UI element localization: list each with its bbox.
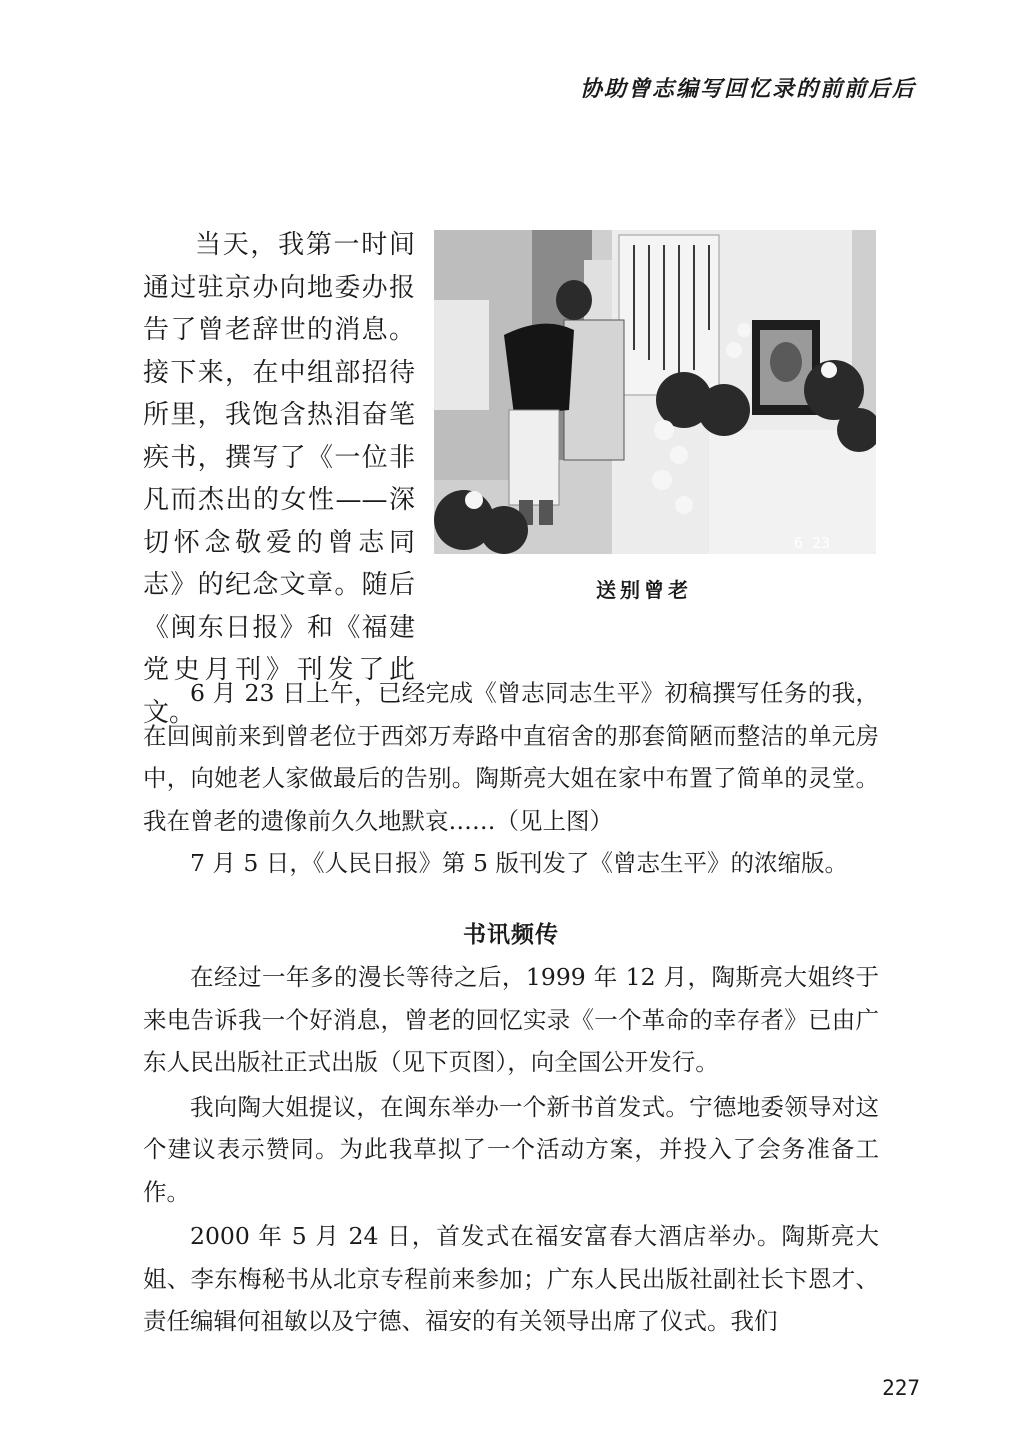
section-paragraph-1: 在经过一年多的漫长等待之后，1999 年 12 月，陶斯亮大姐终于来电告诉我一个好消息，曾老的回忆实录《一个革命的幸存者》已由广东人民出版社正式出版（见下页图），向全国公开发行。 xyxy=(143,963,879,1076)
section-paragraph-3: 2000 年 5 月 24 日，首发式在福安富春大酒店举办。陶斯亮大姐、李东梅秘书从北京专程前来参加；广东人民出版社副社长卞恩才、责任编辑何祖敏以及宁德、福安的有关领导出席了仪式。我们 xyxy=(143,1222,879,1335)
running-head-title: 协助曾志编写回忆录的前前后后 xyxy=(579,76,916,102)
main-text-block xyxy=(143,672,879,885)
photo-date-stamp: 6 23 xyxy=(794,534,831,552)
intro-text-block xyxy=(143,224,415,734)
intro-paragraph: 当天，我第一时间通过驻京办向地委办报告了曾老辞世的消息。接下来，在中组部招待所里，我饱含热泪奋笔疾书，撰写了《一位非凡而杰出的女性——深切怀念敬爱的曾志同志》的纪念文章。随后《闽东日报》和《福建党史月刊》刊发了此文。 xyxy=(143,230,415,728)
paragraph-2: 7 月 5 日，《人民日报》第 5 版刊发了《曾志生平》的浓缩版。 xyxy=(190,849,848,877)
page-number: 227 xyxy=(882,1376,920,1400)
section-heading: 书讯频传 xyxy=(463,921,559,948)
memorial-photo xyxy=(434,230,876,554)
photo-caption: 送别曾老 xyxy=(596,578,692,602)
paragraph-1: 6 月 23 日上午，已经完成《曾志同志生平》初稿撰写任务的我，在回闽前来到曾老位于西郊万寿路中直宿舍的那套简陋而整洁的单元房中，向她老人家做最后的告别。陶斯亮大姐在家中布置了简单的灵堂。我在曾老的遗像前久久地默哀……（见上图） xyxy=(143,679,879,835)
section-text-block xyxy=(143,956,879,1345)
section-paragraph-2: 我向陶大姐提议，在闽东举办一个新书首发式。宁德地委领导对这个建议表示赞同。为此我草拟了一个活动方案，并投入了会务准备工作。 xyxy=(143,1092,879,1206)
